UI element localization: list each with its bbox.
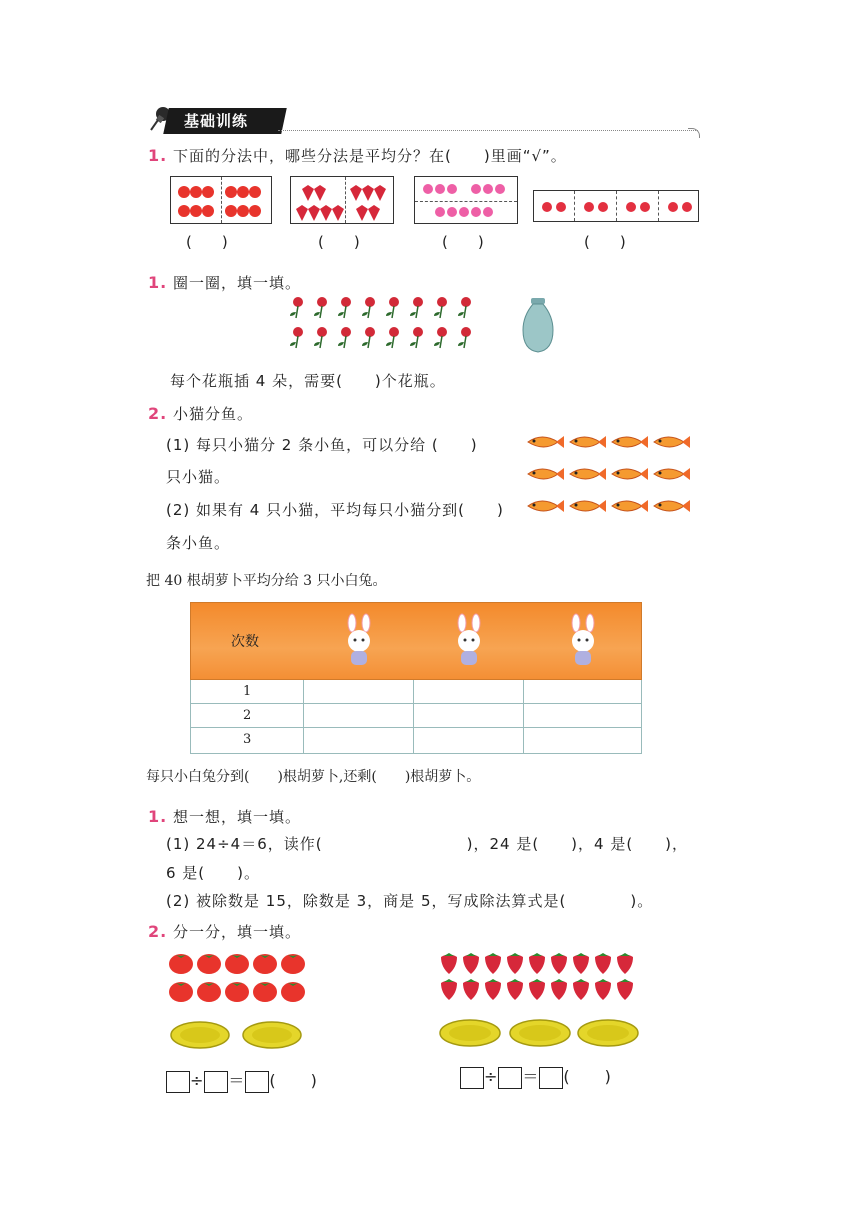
q6-equation-left: ÷ ＝ ( ) xyxy=(166,1068,318,1093)
q3-title: 2. 小猫分鱼。 xyxy=(148,404,254,423)
fish-icon-group xyxy=(526,430,692,520)
q6-equation-right: ÷ ＝ ( ) xyxy=(460,1064,612,1089)
q2-title: 1. 圈一圈，填一填。 xyxy=(148,273,302,292)
q3-part1-line2: 只小猫。 xyxy=(166,468,231,486)
header-count: 次数 xyxy=(231,634,259,650)
q4-intro: 把 40 根胡萝卜平均分给 3 只小白兔。 xyxy=(146,573,387,589)
rabbit-icon xyxy=(563,613,603,673)
table-header xyxy=(190,602,642,680)
q5-part1-line1: (1) 24÷4＝6，读作( )，24 是( )，4 是( )， xyxy=(166,835,689,853)
blank-box[interactable] xyxy=(460,1067,484,1089)
q4-sentence: 每只小白兔分到( )根胡萝卜,还剩( )根胡萝卜。 xyxy=(146,769,481,785)
q5-part2: (2) 被除数是 15，除数是 3，商是 5，写成除法算式是( )。 xyxy=(166,892,654,910)
q3-part2-line1: (2) 如果有 4 只小猫，平均每只小猫分到( ) xyxy=(166,501,504,519)
blank-box[interactable] xyxy=(166,1071,190,1093)
vase-icon xyxy=(520,296,556,356)
q1-option-a xyxy=(170,176,272,224)
q3-part2-line2: 条小鱼。 xyxy=(166,534,231,552)
blank-box[interactable] xyxy=(204,1071,228,1093)
rabbit-icon xyxy=(449,613,489,673)
blank-box[interactable] xyxy=(539,1067,563,1089)
section-header xyxy=(148,104,700,138)
strawberry-icon-group xyxy=(294,180,392,222)
plate-icon-group xyxy=(438,1018,640,1048)
table-row: 3 xyxy=(190,728,642,754)
q6-title: 2. 分一分，填一填。 xyxy=(148,922,302,941)
apple-icon-group xyxy=(174,180,270,222)
q1-answer-b[interactable]: ( ) xyxy=(318,233,360,251)
q2-sentence: 每个花瓶插 4 朵，需要( )个花瓶。 xyxy=(170,372,446,390)
carrot-table xyxy=(190,602,642,754)
peach-icon-group xyxy=(418,180,516,222)
peach-red-icon-group xyxy=(537,196,697,218)
rabbit-icon xyxy=(339,613,379,673)
blank-box[interactable] xyxy=(245,1071,269,1093)
q1-answer-a[interactable]: ( ) xyxy=(186,233,228,251)
unit-paren[interactable]: ( ) xyxy=(269,1071,318,1090)
table-row: 1 xyxy=(190,680,642,704)
section-title: 基础训练 xyxy=(163,108,287,134)
q5-title: 1. 想一想，填一填。 xyxy=(148,807,302,826)
q1-option-d xyxy=(533,190,699,222)
table-row: 2 xyxy=(190,704,642,728)
q5-part1-line2: 6 是( )。 xyxy=(166,864,261,882)
strawberry-icon-group xyxy=(438,950,638,1006)
plate-icon-group xyxy=(170,1020,304,1050)
q1-answer-c[interactable]: ( ) xyxy=(442,233,484,251)
q1-option-c xyxy=(414,176,518,224)
q1-answer-d[interactable]: ( ) xyxy=(584,233,626,251)
rose-icon-group xyxy=(288,294,488,354)
q3-part1-line1: (1) 每只小猫分 2 条小鱼，可以分给 ( ) xyxy=(166,436,478,454)
unit-paren[interactable]: ( ) xyxy=(563,1067,612,1086)
q1-option-b xyxy=(290,176,394,224)
tomato-icon-group xyxy=(168,950,314,1010)
blank-box[interactable] xyxy=(498,1067,522,1089)
q1-question: 1. 下面的分法中，哪些分法是平均分？在( )里画“√”。 xyxy=(148,146,567,165)
